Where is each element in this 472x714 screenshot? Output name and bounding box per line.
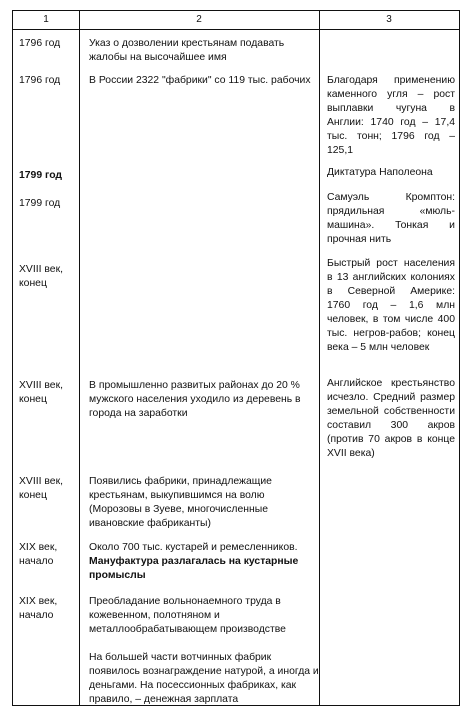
row-7-russia: Появились фабрики, принадлежащие крестьянам, выкупившимся на волю (Морозовы в Зуеве, многочисленные ивановские фабриканты) bbox=[89, 476, 272, 529]
history-table bbox=[12, 10, 460, 706]
row-9-russia: Преобладание вольнонаемного труда в кожевенном, полотняном и металлообрабатывающем производстве bbox=[89, 596, 286, 635]
row-2-date: 1796 год bbox=[19, 75, 61, 86]
row-5-date: XVIII век, конец bbox=[19, 264, 64, 289]
row-6-world: Английское крестьянство исчезло. Средний размер земельной собственности составил 300 акров (против 70 акров в конце XVII века) bbox=[327, 378, 455, 459]
row-9-date: XIX век, начало bbox=[19, 596, 58, 621]
row-5-world: Быстрый рост населения в 13 английских колониях в Северной Америке: 1760 год – 1,6 млн человек, в том числе 400 тыс. негров-рабов; конец века – 5 млн человек bbox=[327, 258, 455, 353]
row-7-date: XVIII век, конец bbox=[19, 476, 64, 501]
header-divider bbox=[13, 29, 459, 30]
column-divider bbox=[319, 11, 320, 705]
column-divider bbox=[79, 11, 80, 705]
row-6-date: XVIII век, конец bbox=[19, 380, 64, 405]
row-2-russia: В России 2322 "фабрики" со 119 тыс. рабочих bbox=[89, 75, 311, 86]
row-3-date: 1799 год bbox=[19, 170, 62, 181]
row-4-date: 1799 год bbox=[19, 198, 61, 209]
row-2-world: Благодаря применению каменного угля – рост выплавки чугуна в Англии: 1740 год – 17,4 тыс. тонн; 1796 год – 125,1 bbox=[327, 75, 455, 156]
column-header-2: 2 bbox=[196, 14, 202, 25]
row-9-russia-cont: На большей части вотчинных фабрик появилось вознаграждение натурой, а иногда и деньгами. На посессионных фабриках, как правило, – денежная зарплата bbox=[89, 652, 319, 705]
row-8-russia bbox=[89, 541, 319, 583]
column-header-1: 1 bbox=[43, 14, 49, 25]
column-header-3: 3 bbox=[386, 14, 392, 25]
row-1-date: 1796 год bbox=[19, 38, 61, 49]
row-3-world: Диктатура Наполеона bbox=[327, 167, 433, 178]
row-1-russia: Указ о дозволении крестьянам подавать жалобы на высочайшее имя bbox=[89, 38, 285, 63]
row-4-world: Самуэль Кромптон: прядильная «мюль-машина». Тонкая и прочная нить bbox=[327, 192, 455, 245]
row-8-russia-plain: Около 700 тыс. кустарей и ремесленников. bbox=[89, 542, 298, 553]
row-6-russia: В промышленно развитых районах до 20 % мужского населения уходило из деревень в города на заработки bbox=[89, 380, 301, 419]
row-8-date: XIX век, начало bbox=[19, 542, 58, 567]
row-8-russia-bold: Мануфактура разлагалась на кустарные промыслы bbox=[89, 556, 299, 581]
